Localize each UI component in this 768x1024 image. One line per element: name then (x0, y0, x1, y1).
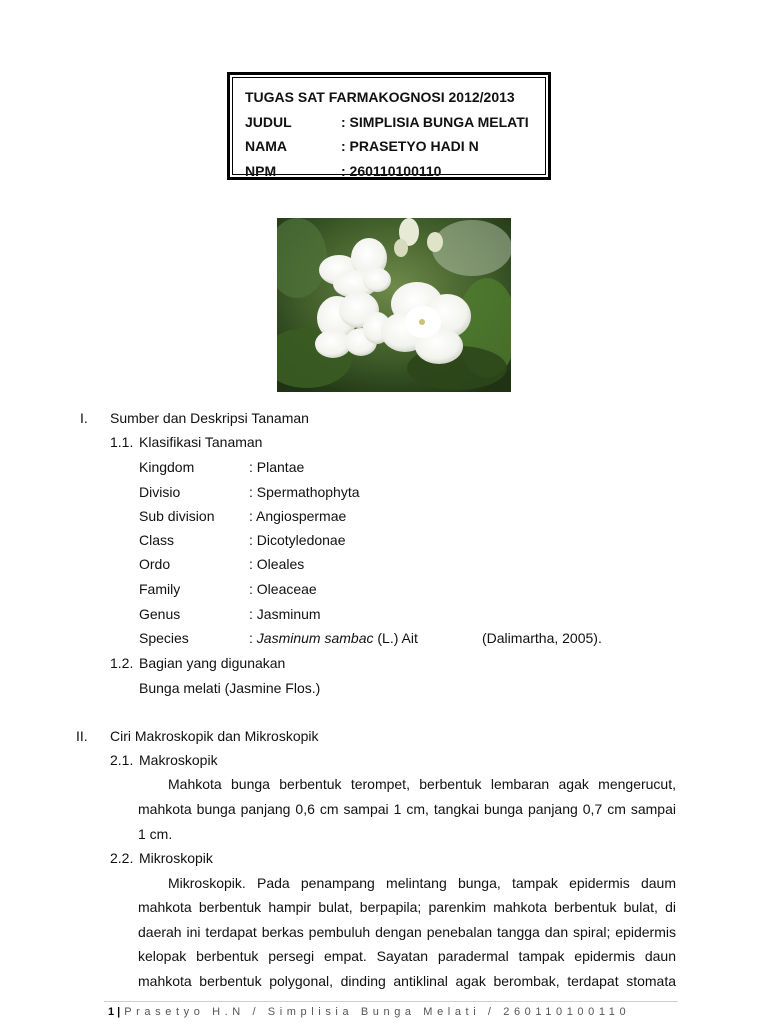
section-2-number: II. (76, 728, 88, 744)
subsection-1-1-number: 1.1. (110, 434, 134, 450)
header-value: : SIMPLISIA BUNGA MELATI (341, 113, 529, 130)
subsection-1-2-text: Bunga melati (Jasmine Flos.) (139, 680, 321, 696)
class-value: : Oleaceae (249, 581, 317, 597)
page-footer (108, 1005, 630, 1019)
header-key: JUDUL (245, 113, 292, 130)
class-rank: Family (139, 581, 181, 597)
species-citation: (Dalimartha, 2005). (482, 630, 602, 646)
header-value: : PRASETYO HADI N (341, 138, 479, 154)
section-2-title: Ciri Makroskopik dan Mikroskopik (110, 728, 319, 744)
makroskopik-line: Mahkota bunga berbentuk terompet, berbentuk lembaran agak mengerucut, (168, 776, 676, 792)
mikroskopik-line: mahkota berbentuk polygonal, dinding antiklinal agak berombak, terdapat stomata (138, 973, 676, 989)
section-1-number: I. (80, 410, 88, 426)
header-row-npm (245, 159, 545, 184)
class-value: : Angiospermae (249, 508, 347, 524)
jasmine-flower-photo (277, 218, 511, 392)
header-key: NPM (245, 162, 277, 179)
subsection-2-1-title: Makroskopik (139, 752, 218, 768)
makroskopik-line: 1 cm. (138, 826, 173, 842)
species-rank: Species (139, 630, 189, 646)
class-rank: Sub division (139, 508, 215, 524)
subsection-1-2-title: Bagian yang digunakan (139, 655, 286, 671)
footer-rule (104, 1001, 678, 1002)
species-value (249, 629, 418, 647)
class-rank: Genus (139, 606, 181, 622)
class-rank: Kingdom (139, 459, 195, 475)
header-key: NAMA (245, 138, 287, 154)
class-value: : Jasminum (249, 606, 321, 622)
mikroskopik-line: daerah ini terdapat berkas pembuluh dengan penebalan tangga dan spiral; epidermis (138, 924, 676, 940)
species-author: (L.) Ait (373, 630, 418, 646)
class-rank: Divisio (139, 484, 181, 500)
footer-text: Prasetyo H.N / Simplisia Bunga Melati / 260110100110 (124, 1006, 631, 1018)
jasmine-flower-illustration (277, 218, 511, 392)
header-box (227, 72, 551, 180)
header-row-nama (245, 134, 545, 159)
subsection-1-2-number: 1.2. (110, 655, 134, 671)
footer-separator: | (117, 1006, 121, 1018)
header-row-judul (245, 110, 545, 135)
species-colon: : (249, 630, 257, 646)
mikroskopik-line: Mikroskopik. Pada penampang melintang bunga, tampak epidermis daum (168, 875, 676, 891)
species-name: Jasminum sambac (256, 630, 374, 646)
class-rank: Class (139, 532, 175, 548)
header-title: TUGAS SAT FARMAKOGNOSI 2012/2013 (245, 89, 515, 105)
subsection-2-1-number: 2.1. (110, 752, 134, 768)
subsection-2-2-title: Mikroskopik (139, 850, 213, 866)
subsection-1-1-title: Klasifikasi Tanaman (139, 434, 263, 450)
mikroskopik-line: mahkota berbentuk hampir bulat, berpapila; parenkim mahkota berbentuk bulat, di (138, 899, 676, 915)
page-number: 1 (108, 1006, 115, 1018)
class-value: : Spermathophyta (249, 484, 360, 500)
makroskopik-line: mahkota bunga panjang 0,6 cm sampai 1 cm, tangkai bunga panjang 0,7 cm sampai (138, 801, 676, 817)
section-1-title: Sumber dan Deskripsi Tanaman (110, 410, 309, 426)
header-inner (232, 77, 546, 179)
mikroskopik-line: kelopak berbentuk persegi empat. Sayatan paradermal tampak epidermis daun (138, 948, 676, 964)
class-value: : Oleales (249, 556, 305, 572)
class-value: : Plantae (249, 459, 305, 475)
class-value: : Dicotyledonae (249, 532, 346, 548)
subsection-2-2-number: 2.2. (110, 850, 134, 866)
class-rank: Ordo (139, 556, 171, 572)
header-value: : 260110100110 (341, 162, 442, 179)
